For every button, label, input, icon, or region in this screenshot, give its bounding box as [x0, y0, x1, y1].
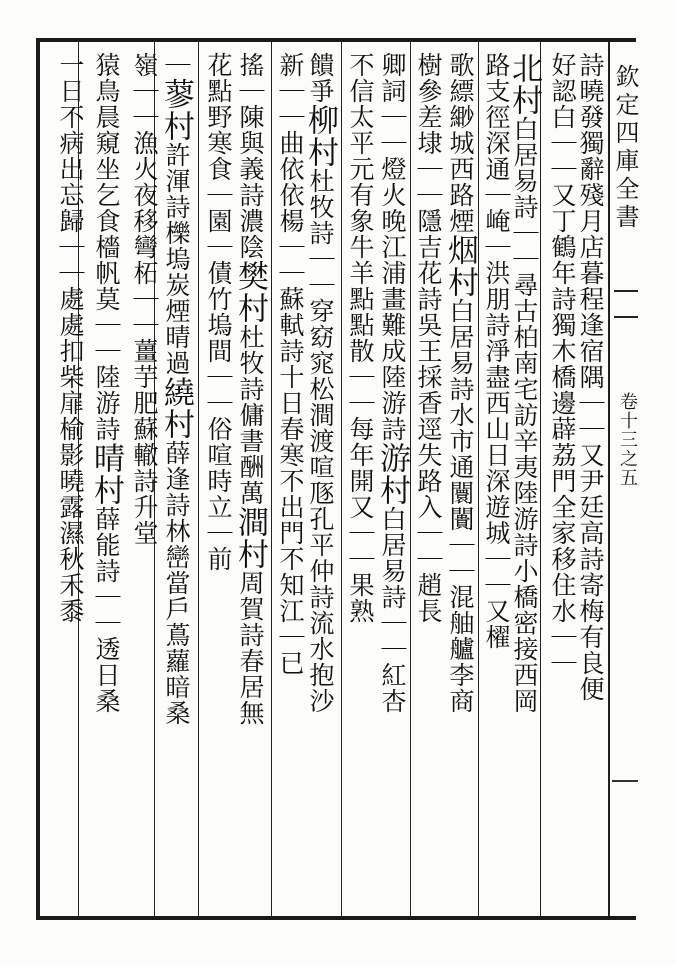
text-column	[482, 52, 510, 912]
entry-heading: 北村	[506, 52, 542, 116]
text-column	[576, 52, 604, 912]
text-segment: 好認白｜｜又丁鶴年詩獨木橋邊薜荔門全家移住水｜｜	[548, 52, 577, 676]
text-segment: 卿詞｜｜燈火晚江浦畫難成陸游詩	[378, 52, 407, 442]
text-column	[276, 52, 304, 912]
text-column	[130, 52, 158, 912]
text-column	[374, 52, 410, 912]
entry-heading: 烟村	[442, 234, 478, 298]
entry-heading: 蓼村	[158, 78, 194, 142]
volume-number: 卷十三之五	[617, 392, 638, 487]
column-rule	[198, 42, 199, 916]
text-column	[346, 52, 374, 912]
column-rule	[341, 42, 342, 916]
text-segment: 搖｜陳與義詩濃陰	[236, 52, 265, 260]
text-segment: 詩曉發獨辭殘月店暮程逢宿隅｜｜又尹廷高詩寄梅有良便	[576, 52, 605, 702]
text-segment: 嶺｜｜漁火夜移彎柘｜｜薑芋肥蘇轍詩升堂	[130, 52, 159, 546]
text-segment: 薛能詩｜｜透日桑	[92, 506, 121, 714]
book-title: 欽定四庫全書	[611, 64, 639, 232]
fishtail-mark	[614, 290, 638, 318]
text-column	[506, 52, 542, 912]
text-segment: 杜牧詩傭書酬萬	[236, 324, 265, 506]
column-rule	[478, 42, 479, 916]
entry-heading: 晴村	[88, 442, 124, 506]
text-segment: 路支徑深通｜崦｜洪朋詩淨盡西山日深遊城｜｜又櫂	[482, 52, 511, 650]
text-segment: 新｜｜曲依依楊｜｜蘇軾詩十日春寒不出門不知江｜已	[276, 52, 305, 676]
text-column	[158, 52, 194, 912]
column-rule	[540, 42, 541, 916]
text-column	[414, 52, 442, 912]
text-segment: 薛逢詩林巒當戶蔦蘿暗桑	[162, 440, 191, 726]
column-rule	[271, 42, 272, 916]
column-rule	[410, 42, 411, 916]
text-column	[442, 52, 478, 912]
entry-heading: 柳村	[302, 104, 338, 168]
text-segment: 杜牧詩｜｜穿窈窕松澗渡喧豗孔平仲詩流水抱沙	[306, 168, 335, 714]
text-column	[204, 52, 232, 912]
text-segment: 饋爭	[306, 52, 335, 104]
text-segment: 許渾詩櫟塢炭煙晴過	[162, 142, 191, 376]
text-column	[56, 52, 84, 912]
text-column	[232, 52, 268, 912]
entry-heading: 繞村	[158, 376, 194, 440]
text-segment: 猿鳥晨窺坐乞食檣帆莫｜｜陸游詩	[92, 52, 121, 442]
text-segment: 周賀詩春居無	[236, 570, 265, 726]
text-segment: 一日不病出忘歸｜｜處處扣柴扉榆影曉露濕秋禾黍	[56, 52, 85, 624]
page-border	[36, 38, 639, 920]
text-segment: 歌縹緲城西路煙	[446, 52, 475, 234]
text-column	[88, 52, 124, 912]
text-segment: 不信太平元有象牛羊點點散｜｜每年開又｜｜果熟	[346, 52, 375, 624]
text-segment: 白居易詩水市通闤闠｜｜混舳艫李商	[446, 298, 475, 714]
entry-heading: 樊村	[232, 260, 268, 324]
text-column	[548, 52, 576, 912]
text-segment: 白居易詩｜｜尋古柏南宅訪辛夷陸游詩小橋密接西岡	[510, 116, 539, 714]
text-segment: 樹參差埭｜｜隱吉花詩吳王採香逕失路入｜｜趙長	[414, 52, 443, 624]
text-column	[302, 52, 338, 912]
entry-heading: 游村	[374, 442, 410, 506]
entry-heading: 澗村	[232, 506, 268, 570]
text-segment: ｜	[162, 52, 191, 78]
margin-divider	[612, 780, 638, 782]
text-segment: 花點野寒食｜園｜債竹塢間｜｜俗喧時立｜前	[204, 52, 233, 572]
text-segment: 白居易詩｜｜紅杏	[378, 506, 407, 714]
